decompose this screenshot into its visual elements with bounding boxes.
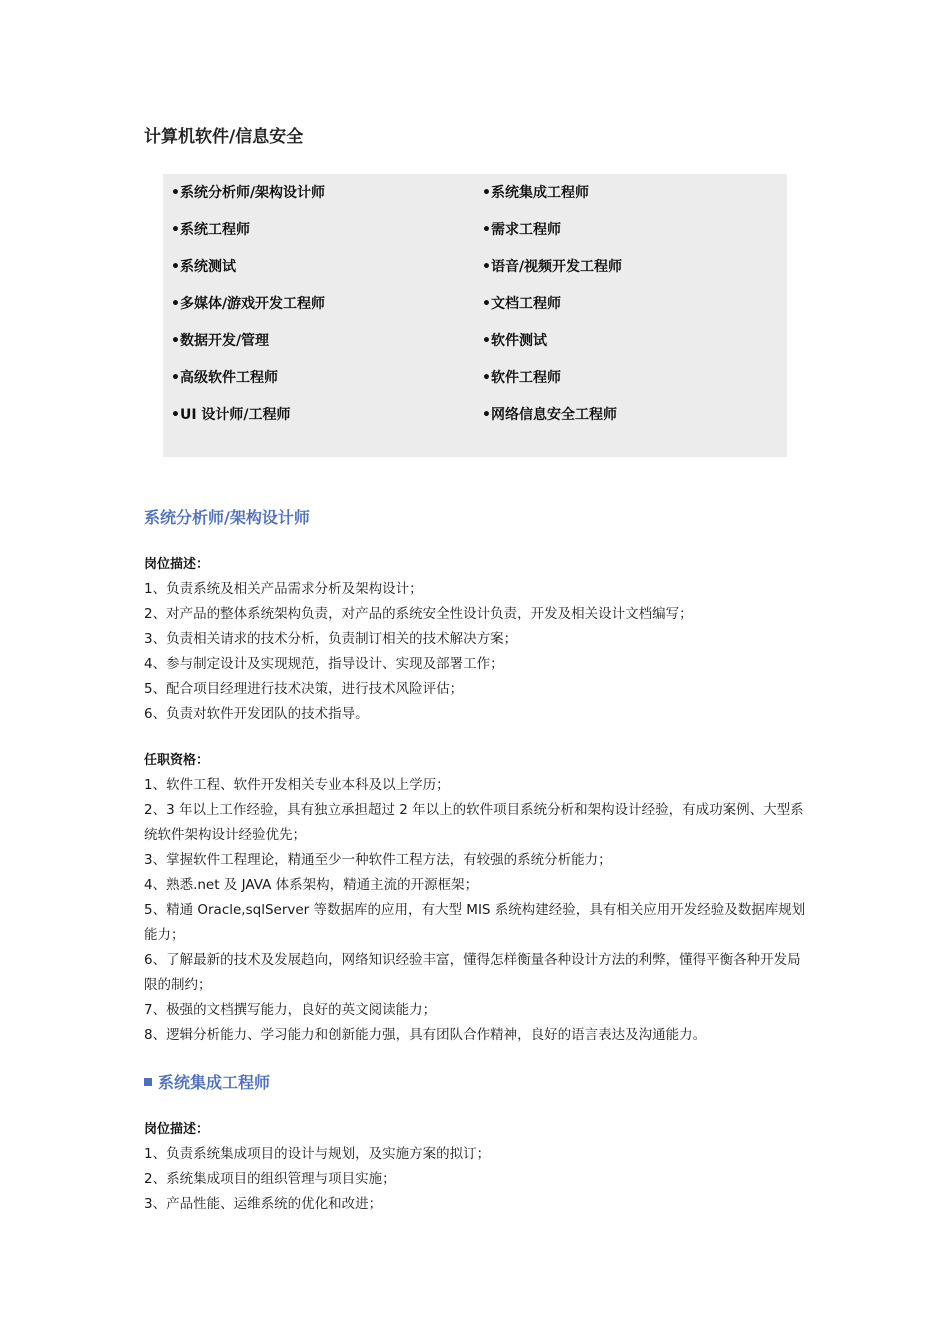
list-item: 6、了解最新的技术及发展趋向，网络知识经验丰富，懂得怎样衡量各种设计方法的利弊，懂得平衡各种开发局限的制约； bbox=[144, 952, 801, 993]
duties-list bbox=[144, 577, 809, 727]
job-index-left-column bbox=[171, 183, 325, 442]
duties-label: 岗位描述： bbox=[144, 557, 210, 572]
job-index-item-requirements-engineer[interactable]: •需求工程师 bbox=[482, 222, 561, 238]
list-item: 7、极强的文档撰写能力，良好的英文阅读能力； bbox=[144, 1002, 437, 1018]
job-index-item-senior-software-engineer[interactable]: •高级软件工程师 bbox=[171, 370, 278, 386]
page-title: 计算机软件/信息安全 bbox=[144, 127, 304, 147]
job-index-item-system-engineer[interactable]: •系统工程师 bbox=[171, 222, 250, 238]
square-bullet-icon bbox=[144, 1078, 152, 1086]
list-item: 4、参与制定设计及实现规范，指导设计、实现及部署工作； bbox=[144, 656, 504, 672]
section-heading-system-analyst: 系统分析师/架构设计师 bbox=[144, 508, 310, 527]
requirements-label: 任职资格： bbox=[144, 753, 210, 768]
job-index-item-network-security[interactable]: •网络信息安全工程师 bbox=[482, 407, 617, 423]
list-item: 1、负责系统及相关产品需求分析及架构设计； bbox=[144, 581, 423, 597]
list-item: 8、逻辑分析能力、学习能力和创新能力强，具有团队合作精神，良好的语言表达及沟通能力。 bbox=[144, 1027, 707, 1043]
section1-duties bbox=[144, 552, 809, 727]
section2-duties bbox=[144, 1117, 809, 1217]
job-index-item-software-engineer[interactable]: •软件工程师 bbox=[482, 370, 561, 386]
job-index-item-software-testing[interactable]: •软件测试 bbox=[482, 333, 547, 349]
job-index-item-audio-video-dev[interactable]: •语音/视频开发工程师 bbox=[482, 259, 623, 275]
section-heading-system-integration bbox=[144, 1071, 270, 1095]
list-item: 3、掌握软件工程理论，精通至少一种软件工程方法，有较强的系统分析能力； bbox=[144, 852, 612, 868]
list-item: 1、负责系统集成项目的设计与规划，及实施方案的拟订； bbox=[144, 1146, 491, 1162]
job-index-right-column bbox=[482, 183, 622, 442]
section-heading-text: 系统集成工程师 bbox=[158, 1073, 271, 1092]
list-item: 2、系统集成项目的组织管理与项目实施； bbox=[144, 1171, 396, 1187]
list-item: 3、负责相关请求的技术分析，负责制订相关的技术解决方案； bbox=[144, 631, 518, 647]
job-index-item-system-integration[interactable]: •系统集成工程师 bbox=[482, 185, 589, 201]
job-index-item-ui-designer[interactable]: •UI 设计师/工程师 bbox=[171, 407, 291, 423]
list-item: 1、软件工程、软件开发相关专业本科及以上学历； bbox=[144, 777, 450, 793]
section1-requirements bbox=[144, 748, 809, 1048]
list-item: 2、对产品的整体系统架构负责，对产品的系统安全性设计负责，开发及相关设计文档编写； bbox=[144, 606, 693, 622]
job-index-item-data-dev-management[interactable]: •数据开发/管理 bbox=[171, 333, 270, 349]
job-index-item-multimedia-game-dev[interactable]: •多媒体/游戏开发工程师 bbox=[171, 296, 326, 312]
list-item: 6、负责对软件开发团队的技术指导。 bbox=[144, 706, 369, 722]
list-item: 5、配合项目经理进行技术决策，进行技术风险评估； bbox=[144, 681, 464, 697]
job-index-item-documentation-engineer[interactable]: •文档工程师 bbox=[482, 296, 561, 312]
requirements-list bbox=[144, 773, 809, 1048]
job-index-box bbox=[163, 174, 787, 457]
list-item: 5、精通 Oracle,sqlServer 等数据库的应用，有大型 MIS 系统构建经验，具有相关应用开发经验及数据库规划能力； bbox=[144, 902, 806, 943]
list-item: 3、产品性能、运维系统的优化和改进； bbox=[144, 1196, 383, 1212]
list-item: 2、3 年以上工作经验，具有独立承担超过 2 年以上的软件项目系统分析和架构设计经验，有成功案例、大型系统软件架构设计经验优先； bbox=[144, 802, 804, 843]
job-index-item-system-analyst[interactable]: •系统分析师/架构设计师 bbox=[171, 185, 326, 201]
duties-label: 岗位描述： bbox=[144, 1122, 210, 1137]
duties-list bbox=[144, 1142, 809, 1217]
list-item: 4、熟悉.net 及 JAVA 体系架构，精通主流的开源框架； bbox=[144, 877, 479, 893]
job-index-item-system-testing[interactable]: •系统测试 bbox=[171, 259, 236, 275]
